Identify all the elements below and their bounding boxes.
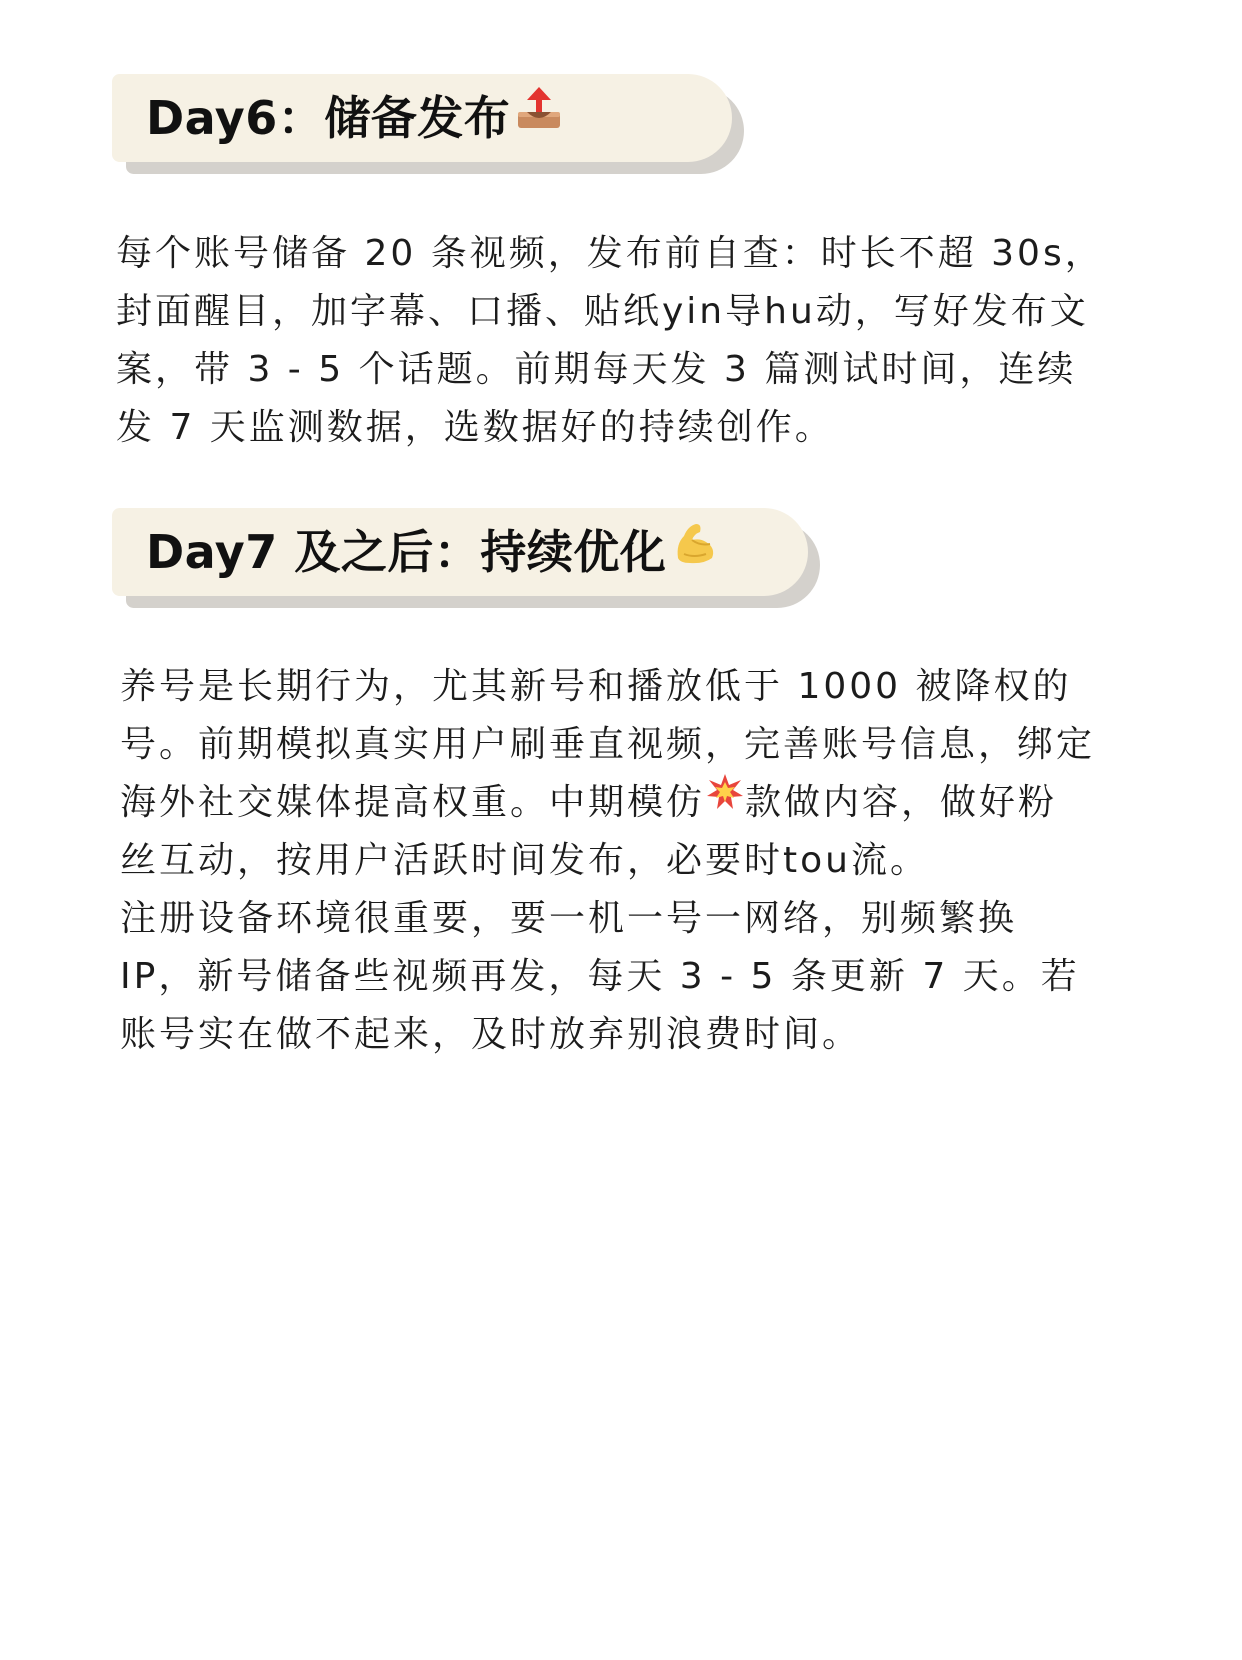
body-line: 每个账号储备 20 条视频，发布前自查：时长不超 30s， (116, 233, 1104, 274)
section-title-day6 (146, 74, 564, 162)
section-header-day6 (112, 74, 732, 162)
body-line: 封面醒目，加字幕、口播、贴纸yin导hu动，写好发布文 (116, 291, 1089, 332)
section-title-day7 (146, 508, 720, 596)
section-header-day7 (112, 508, 808, 596)
collision-icon (705, 772, 745, 830)
section-body-day6 (116, 225, 1104, 457)
body-line: 账号实在做不起来，及时放弃别浪费时间。 (120, 1014, 862, 1055)
flexed-biceps-icon (670, 508, 720, 596)
body-line-text: 海外社交媒体提高权重。中期模仿 (120, 782, 706, 823)
body-line: 发 7 天监测数据，选数据好的持续创作。 (116, 407, 834, 448)
body-line-with-icon (120, 774, 1095, 832)
section-body-day7 (120, 658, 1095, 1064)
body-line: 号。前期模拟真实用户刷垂直视频，完善账号信息，绑定 (120, 724, 1096, 765)
body-line: 案，带 3 - 5 个话题。前期每天发 3 篇测试时间，连续 (116, 349, 1077, 390)
body-line: 注册设备环境很重要，要一机一号一网络，别频繁换 (120, 898, 1018, 939)
body-line: IP，新号储备些视频再发，每天 3 - 5 条更新 7 天。若 (120, 956, 1080, 997)
section-title-text: Day7 及之后：持续优化 (146, 525, 667, 579)
section-title-text: Day6：储备发布 (146, 91, 511, 145)
body-line: 丝互动，按用户活跃时间发布，必要时tou流。 (120, 840, 929, 881)
body-line: 养号是长期行为，尤其新号和播放低于 1000 被降权的 (120, 666, 1072, 707)
outbox-tray-icon (514, 74, 564, 162)
body-line-text: 款做内容，做好粉 (745, 782, 1058, 823)
